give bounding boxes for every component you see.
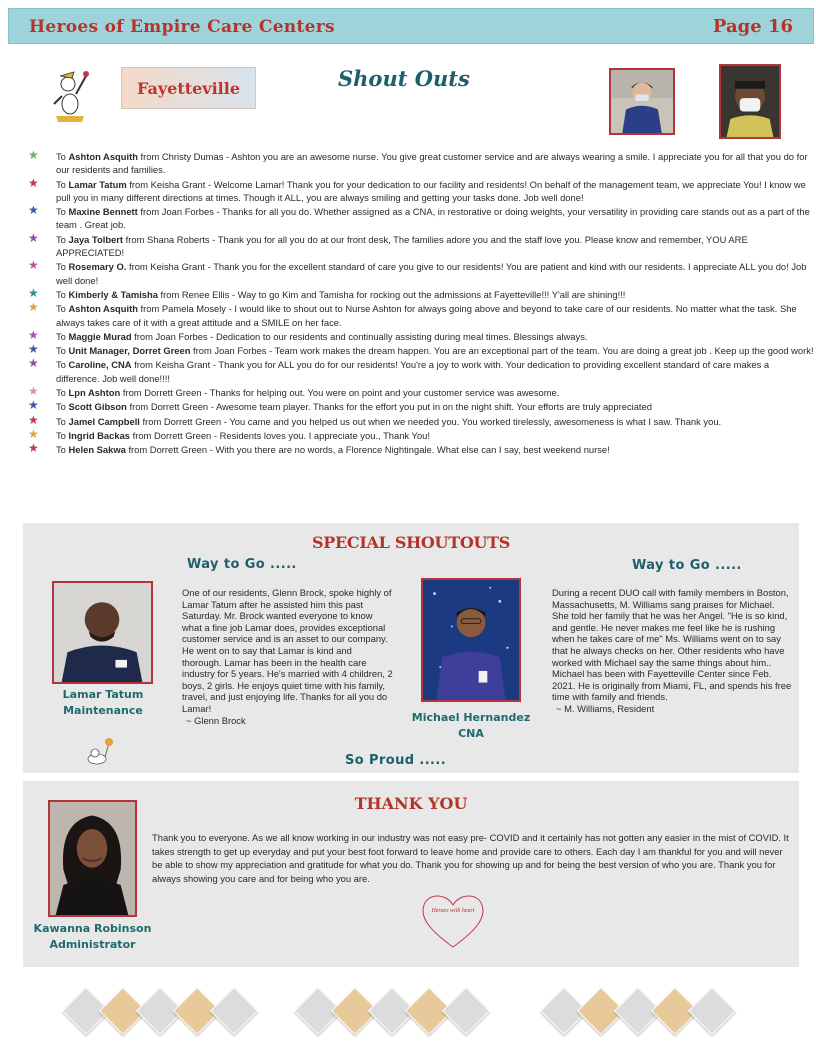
shoutout-recipient: Unit Manager, Dorret Green bbox=[68, 345, 191, 357]
special-shoutouts-title: SPECIAL SHOUTOUTS bbox=[312, 533, 510, 552]
diamond-decoration-2 bbox=[295, 984, 490, 1040]
michael-story-text: During a recent DUO call with family members in Boston, Massachusetts, M. Williams sang praises for Michael. She told her family that he was her Angel. "He is so kind, and gentle. He never makes me feel like he is rushing when he takes care of me" Ms. Williams went on to say that he always checks on her. Other residents who have worked with Michael say the same things about him.. Michael has been with Fayetteville Center since Feb. 2021. He is originally from Miami, FL, and spends his free time with family and friends. bbox=[552, 587, 792, 703]
shoutout-to-prefix: To bbox=[56, 415, 69, 427]
special-shoutouts-panel bbox=[23, 523, 799, 773]
shoutout-message: from Dorrett Green - Residents loves you. I appreciate you., Thank You! bbox=[130, 429, 430, 441]
kawanna-role: Administrator bbox=[49, 938, 136, 951]
shoutout-to-prefix: To bbox=[56, 303, 69, 315]
star-icon: ★ bbox=[28, 203, 39, 218]
heroes-with-heart-badge bbox=[418, 889, 488, 951]
shoutout-recipient: Lamar Tatum bbox=[68, 178, 127, 190]
star-icon: ★ bbox=[28, 426, 39, 441]
shoutout-item bbox=[28, 150, 814, 177]
star-icon: ★ bbox=[28, 412, 39, 427]
shoutout-recipient: Ashton Asquith bbox=[68, 151, 138, 162]
shoutout-recipient: Caroline, CNA bbox=[68, 359, 132, 371]
shoutout-message: from Shana Roberts - Thank you for all you do at our front desk, The families adore you and the staff love you. Please know and remember, YOU ARE APPRECIATED! bbox=[56, 233, 748, 259]
shoutout-message: from Dorrett Green - You came and you helped us out when we needed you. You worked tirelessly, awesomeness is what I saw. Thank you. bbox=[139, 415, 722, 427]
thank-you-title: THANK YOU bbox=[354, 794, 468, 813]
shoutout-item bbox=[28, 443, 814, 456]
cartoon-mascot-icon bbox=[50, 64, 90, 122]
shoutout-recipient: Jaya Tolbert bbox=[68, 233, 124, 245]
diamond-decoration-1 bbox=[63, 984, 258, 1040]
michael-caption bbox=[406, 710, 536, 742]
shoutout-recipient: Scott Gibson bbox=[68, 401, 127, 413]
kawanna-robinson-photo bbox=[48, 800, 137, 917]
heart-label: Heroes with heart bbox=[431, 908, 475, 914]
shoutout-item bbox=[28, 230, 814, 260]
kawanna-caption bbox=[29, 921, 156, 953]
shoutout-message: from Dorrett Green - With you there are no words, a Florence Nightingale. What else can I say, best weekend nurse! bbox=[125, 444, 610, 456]
shoutout-to-prefix: To bbox=[56, 330, 69, 342]
way-to-go-left: Way to Go ..... bbox=[187, 557, 297, 572]
shoutout-to-prefix: To bbox=[56, 401, 69, 413]
lamar-story-text: One of our residents, Glenn Brock, spoke highly of Lamar Tatum after he assisted him this past Saturday. Mr. Brock wanted everyone to know what a fine job Lamar does, provides exceptional customer service and is an asset to our company. He went on to say that Lamar is kind and thorough. Lamar has been in the health care industry for 5 years. He's married with 4 children, 2 boys, 2 girls. He enjoys quiet time with his family, travel, and just enjoying life. Thanks for all you do Lamar! bbox=[182, 587, 393, 714]
staff-photo-1 bbox=[609, 68, 675, 135]
shoutout-message: from Joan Forbes - Team work makes the dream happen. You are an exceptional part of the team. You are doing a great job . Keep up the good work! bbox=[190, 345, 814, 357]
shoutout-item bbox=[28, 285, 814, 301]
shoutout-to-prefix: To bbox=[56, 359, 69, 371]
star-icon: ★ bbox=[28, 258, 39, 273]
shoutout-to-prefix: To bbox=[56, 178, 69, 190]
star-icon: ★ bbox=[28, 175, 39, 190]
kawanna-name: Kawanna Robinson bbox=[33, 922, 152, 935]
shoutout-item bbox=[28, 260, 814, 287]
shoutout-recipient: Ingrid Backas bbox=[68, 429, 130, 441]
shoutout-message: from Pamela Mosely - I would like to shout out to Nurse Ashton for always going above and beyond to take care of our residents. No matter what the task. She always takes care of it with a great attitude and a SMILE on her face. bbox=[56, 303, 797, 328]
shoutout-to-prefix: To bbox=[56, 288, 69, 300]
newsletter-title: Heroes of Empire Care Centers bbox=[29, 17, 335, 37]
star-icon: ★ bbox=[28, 148, 39, 162]
shoutout-recipient: Jamel Campbell bbox=[68, 415, 140, 427]
star-icon: ★ bbox=[28, 285, 39, 300]
michael-story-signature: ~ M. Williams, Resident bbox=[556, 702, 655, 714]
page-number: Page 16 bbox=[712, 16, 793, 37]
michael-hernandez-photo bbox=[421, 578, 521, 702]
shoutout-message: from Keisha Grant - Thank you for the excellent standard of care you give to our residents! You are patient and kind with our residents. I appreciate ALL you do! Job well done! bbox=[56, 261, 807, 286]
lamar-story bbox=[182, 587, 394, 726]
shoutout-item bbox=[28, 400, 814, 413]
shoutout-message: from Dorrett Green - Awesome team player. Thanks for the effort you put in on the night shift. Your efforts are truly appreciated bbox=[126, 401, 652, 413]
section-title: Shout Outs bbox=[338, 66, 470, 91]
shoutout-item bbox=[28, 358, 814, 385]
shoutout-recipient: Helen Sakwa bbox=[68, 444, 126, 456]
thank-you-message: Thank you to everyone. As we all know working in our industry was not easy pre- COVID and it certainly has not gotten any easier in the mist of COVID. It takes strength to get up everyday and put your best foot forward to leave home and provide care to others. Each day I am thankful for you and will never be able to show my appreciation and gratitude for what you do. Thank you for showing up and for being the best version of who you are. Thank you for always showing you care and for being who you are. bbox=[152, 832, 789, 884]
shoutout-item bbox=[28, 302, 814, 329]
michael-story bbox=[552, 587, 792, 715]
shoutout-recipient: Kimberly & Tamisha bbox=[68, 288, 158, 300]
shoutout-message: from Dorrett Green - Thanks for helping out. You were on point and your customer service was awesome. bbox=[120, 387, 560, 399]
star-icon: ★ bbox=[28, 342, 39, 357]
shoutout-item bbox=[28, 205, 814, 232]
shoutout-recipient: Ashton Asquith bbox=[68, 303, 138, 315]
flower-doodle-icon bbox=[85, 735, 115, 767]
shoutout-message: from Joan Forbes - Thanks for all you do. Whether assigned as a CNA, in restorative or doing weights, your versatility in providing care stands out as a part of the team . Great job. bbox=[56, 206, 810, 231]
shoutout-to-prefix: To bbox=[56, 429, 69, 441]
so-proud-label: So Proud ..... bbox=[345, 753, 447, 768]
shoutout-message: from Christy Dumas - Ashton you are an awesome nurse. You give great customer service and are always wearing a smile. I appreciate you for all that you do for our residents and families. bbox=[56, 151, 808, 176]
shoutout-recipient: Rosemary O. bbox=[68, 261, 127, 273]
shoutout-message: from Keisha Grant - Welcome Lamar! Thank you for your dedication to our facility and residents! On behalf of the management team, we appreciate You! I know we pull you in many different directions at times. Though it ALL, you are always smiling and getting your tasks done. Job well done! bbox=[56, 178, 806, 203]
page-header bbox=[8, 8, 814, 44]
location-banner bbox=[121, 67, 256, 109]
shoutout-message: from Keisha Grant - Thank you for ALL you do for our residents! You're a joy to work with. Your dedication to providing excellent standard of care makes a difference. Job well done!!!! bbox=[56, 359, 770, 384]
star-icon: ★ bbox=[28, 300, 39, 315]
star-icon: ★ bbox=[28, 230, 39, 245]
thank-you-panel bbox=[23, 781, 799, 967]
shoutout-list bbox=[28, 150, 814, 458]
star-icon: ★ bbox=[28, 441, 39, 456]
shoutout-item bbox=[28, 426, 814, 442]
shoutout-item bbox=[28, 386, 814, 399]
staff-photo-2 bbox=[719, 64, 781, 139]
shoutout-item bbox=[28, 412, 814, 428]
shoutout-to-prefix: To bbox=[56, 345, 69, 357]
lamar-caption bbox=[48, 687, 158, 719]
shoutout-message: from Renee Ellis - Way to go Kim and Tamisha for rocking out the admissions at Fayetteville!!! Y'all are shining!!! bbox=[157, 288, 626, 300]
shoutout-recipient: Maxine Bennett bbox=[68, 206, 138, 218]
michael-role: CNA bbox=[458, 727, 484, 740]
lamar-story-signature: ~ Glenn Brock bbox=[186, 714, 246, 726]
diamond-decoration-3 bbox=[541, 984, 736, 1040]
shoutout-to-prefix: To bbox=[56, 151, 69, 162]
lamar-name: Lamar Tatum bbox=[62, 688, 144, 701]
shoutout-to-prefix: To bbox=[56, 387, 69, 399]
shoutout-item bbox=[28, 175, 814, 205]
shoutout-item bbox=[28, 327, 814, 343]
heart-icon bbox=[418, 889, 488, 951]
shoutout-to-prefix: To bbox=[56, 233, 69, 245]
star-icon: ★ bbox=[28, 327, 39, 342]
lamar-role: Maintenance bbox=[63, 704, 143, 717]
star-icon: ★ bbox=[28, 384, 39, 399]
shoutout-item bbox=[28, 344, 814, 357]
shoutout-recipient: Maggie Murad bbox=[68, 330, 132, 342]
location-label: Fayetteville bbox=[137, 79, 240, 98]
shoutout-recipient: Lpn Ashton bbox=[68, 387, 121, 399]
michael-name: Michael Hernandez bbox=[411, 711, 531, 724]
way-to-go-right: Way to Go ..... bbox=[632, 558, 742, 573]
lamar-tatum-photo bbox=[52, 581, 153, 684]
shoutout-to-prefix: To bbox=[56, 444, 69, 456]
shoutout-message: from Joan Forbes - Dedication to our residents and continually assisting during meal times. Blessings always. bbox=[131, 330, 588, 342]
star-icon: ★ bbox=[28, 398, 39, 413]
shoutout-to-prefix: To bbox=[56, 206, 69, 218]
shoutout-to-prefix: To bbox=[56, 261, 69, 273]
star-icon: ★ bbox=[28, 356, 39, 371]
